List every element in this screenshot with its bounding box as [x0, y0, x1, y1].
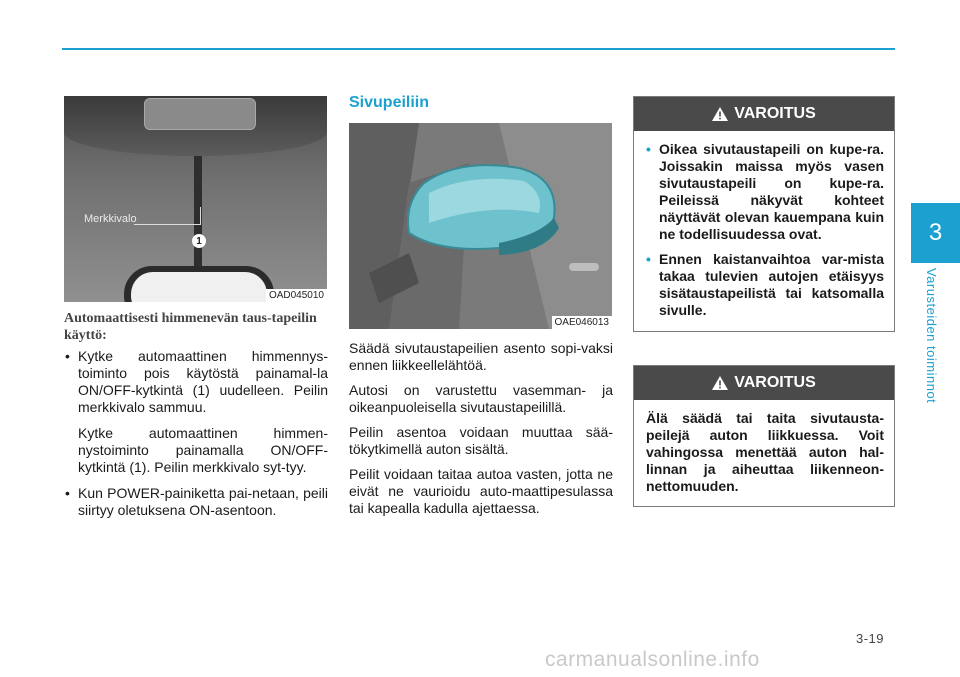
warning-title: VAROITUS: [734, 105, 816, 122]
mirror-illustration: [64, 96, 327, 302]
warning-item: • Ennen kaistanvaihtoa var-mista takaa tulevien autojen etäisyys sisätaustapeilistä tai katsomalla sivulle.: [646, 251, 884, 319]
page-number: 3-19: [856, 631, 885, 646]
chapter-tab[interactable]: [911, 203, 960, 263]
warning-header: [634, 366, 894, 400]
figure-code: OAE046013: [552, 316, 613, 329]
chapter-number: 3: [928, 219, 943, 246]
warning-box-2: [633, 365, 895, 507]
warning-header: [634, 97, 894, 131]
warning-item: • Oikea sivutaustapeili on kupe-ra. Joissakin maissa myös vasen sivutaustapeili on kupe-ra. Peileissä näkyvät kohteet näyttävät olevan kauempana kuin ne todellisuudessa ovat.: [646, 141, 884, 243]
side-mirror-illustration: [349, 123, 612, 329]
warning-title: VAROITUS: [734, 374, 816, 391]
side-mirror-figure: [349, 123, 612, 329]
callout-number: 1: [192, 234, 206, 248]
chapter-title: [924, 268, 948, 408]
warning-text: Älä säädä tai taita sivutausta-peilejä auton liikkuessa. Voit vahingossa menettää auton hal-linnan ja aiheuttaa liikenneon-nettomuuden.: [646, 410, 884, 494]
warning-box-1: [633, 96, 895, 332]
rearview-mirror-figure: [64, 96, 327, 302]
paragraph: Säädä sivutaustapeilien asento sopi-vaksi ennen liikkeellelähtöä.: [349, 340, 613, 373]
top-rule: [62, 48, 895, 50]
figure-code: OAD045010: [266, 289, 327, 302]
list-item-sub: Kytke automaattinen himmen-nystoiminto painamalla ON/OFF-kytkintä (1). Peilin merkkivalo syt-tyy.: [78, 425, 328, 475]
instruction-list: [64, 348, 328, 519]
watermark: carmanualsonline.info: [545, 648, 760, 671]
warning-triangle-icon: [712, 376, 728, 390]
warning-body: [634, 131, 894, 335]
paragraph: Peilin asentoa voidaan muuttaa sää-tökytkimellä auton sisältä.: [349, 424, 613, 457]
section-heading: Automaattisesti himmenevän taus-tapeilin käyttö:: [64, 311, 317, 343]
section-title: Sivupeiliin: [349, 94, 430, 111]
warning-body: [634, 400, 894, 503]
label-leader-line-vertical: [200, 207, 201, 225]
warning-triangle-icon: [712, 107, 728, 121]
paragraph: Peilit voidaan taitaa autoa vasten, jotta ne eivät ne vaurioidu auto-maattipesulassa tai kapealla kadulla ajettaessa.: [349, 466, 613, 516]
section-body: [349, 340, 613, 525]
paragraph: Autosi on varustettu vasemman- ja oikeanpuoleisella sivutaustapeilillä.: [349, 382, 613, 415]
label-leader-line: [134, 224, 200, 225]
list-item: • Kun POWER-painiketta pai-netaan, peili siirtyy oletuksena ON-asentoon.: [64, 485, 328, 519]
chapter-title-text: Varusteiden toiminnot: [924, 268, 939, 404]
indicator-label: Merkkivalo: [84, 213, 137, 225]
list-item: • Kytke automaattinen himmennys-toiminto pois käytöstä painamal-la ON/OFF-kytkintä (1) uudelleen. Peilin merkkivalo sammuu.: [64, 348, 328, 416]
